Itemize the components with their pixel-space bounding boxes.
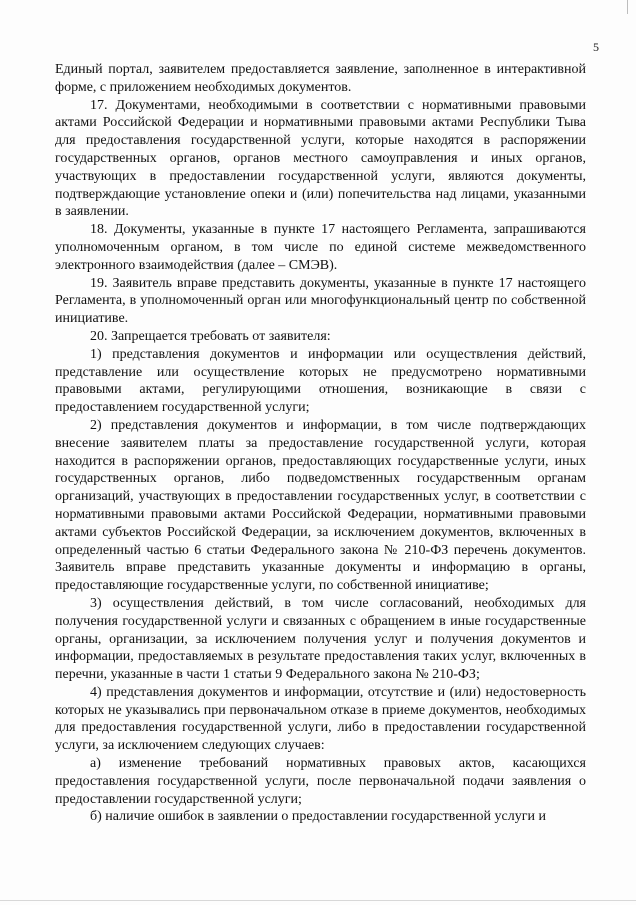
paragraph-subitem-4: 4) представления документов и информации, отсутствие и (или) недостоверность которых не указывались при первоначальном отказе в приеме документов, необходимых для предоставления государственной услуги, либо в предоставлении государственной услуги, за исключением следующих случаев: [55, 684, 586, 754]
paragraph-item-19: 19. Заявитель вправе представить документы, указанные в пункте 17 настоящего Регламента, в уполномоченный орган или многофункциональный центр по собственной инициативе. [55, 275, 586, 327]
paragraph-item-17: 17. Документами, необходимыми в соответствии с нормативными правовыми актами Российской Федерации и нормативными правовыми актами Республики Тыва для предоставления государственной услуги, которые находятся в распоряжении государственных органов, органов местного самоуправления и иных органов, участвующих в предоставлении государственной услуги, являются документы, подтверждающие установление опеки и (или) попечительства над лицами, указанными в заявлении. [55, 97, 586, 220]
paragraph-subitem-1: 1) представления документов и информации или осуществления действий, представление или осуществление которых не предусмотрено нормативными правовыми актами, регулирующими отношения, возникающие в связи с предоставлением государственной услуги; [55, 346, 586, 416]
document-body [55, 61, 586, 826]
scan-bottom-edge [0, 900, 636, 901]
paragraph-item-18: 18. Документы, указанные в пункте 17 настоящего Регламента, запрашиваются уполномоченным органом, в том числе по единой системе межведомственного электронного взаимодействия (далее – СМЭВ). [55, 222, 586, 273]
paragraph-subitem-2: 2) представления документов и информации, в том числе подтверждающих внесение заявителем платы за предоставление государственной услуги, которая находится в распоряжении органов, предоставляющих государственные услуги, иных государственных органов, либо подведомственных государственным органам организаций, участвующих в предоставлении государственных услуг, в соответствии с нормативными правовыми актами Российской Федерации, нормативными правовыми актами субъектов Российской Федерации, за исключением документов, включенных в определенный частью 6 статьи Федерального закона № 210-ФЗ перечень документов. Заявитель вправе представить указанные документы и информацию в органы, предоставляющие государственные услуги, по собственной инициативе; [55, 417, 586, 594]
scan-artifact-line [627, 0, 628, 14]
page-number: 5 [593, 40, 599, 54]
paragraph-subitem-a: а) изменение требований нормативных правовых актов, касающихся предоставления государственной услуги, после первоначальной подачи заявления о предоставлении государственной услуги; [55, 756, 586, 807]
paragraph-continuation: Единый портал, заявителем предоставляется заявление, заполненное в интерактивной форме, с приложением необходимых документов. [55, 62, 586, 95]
paragraph-subitem-3: 3) осуществления действий, в том числе согласований, необходимых для получения государственной услуги и связанных с обращением в иные государственные органы, организации, за исключением получения услуг и получения документов и информации, предоставляемых в результате предоставления таких услуг, включенных в перечни, указанные в части 1 статьи 9 Федерального закона № 210-ФЗ; [55, 595, 586, 683]
paragraph-subitem-b: б) наличие ошибок в заявлении о предоставлении государственной услуги и [90, 809, 546, 825]
paragraph-item-20: 20. Запрещается требовать от заявителя: [90, 328, 331, 344]
